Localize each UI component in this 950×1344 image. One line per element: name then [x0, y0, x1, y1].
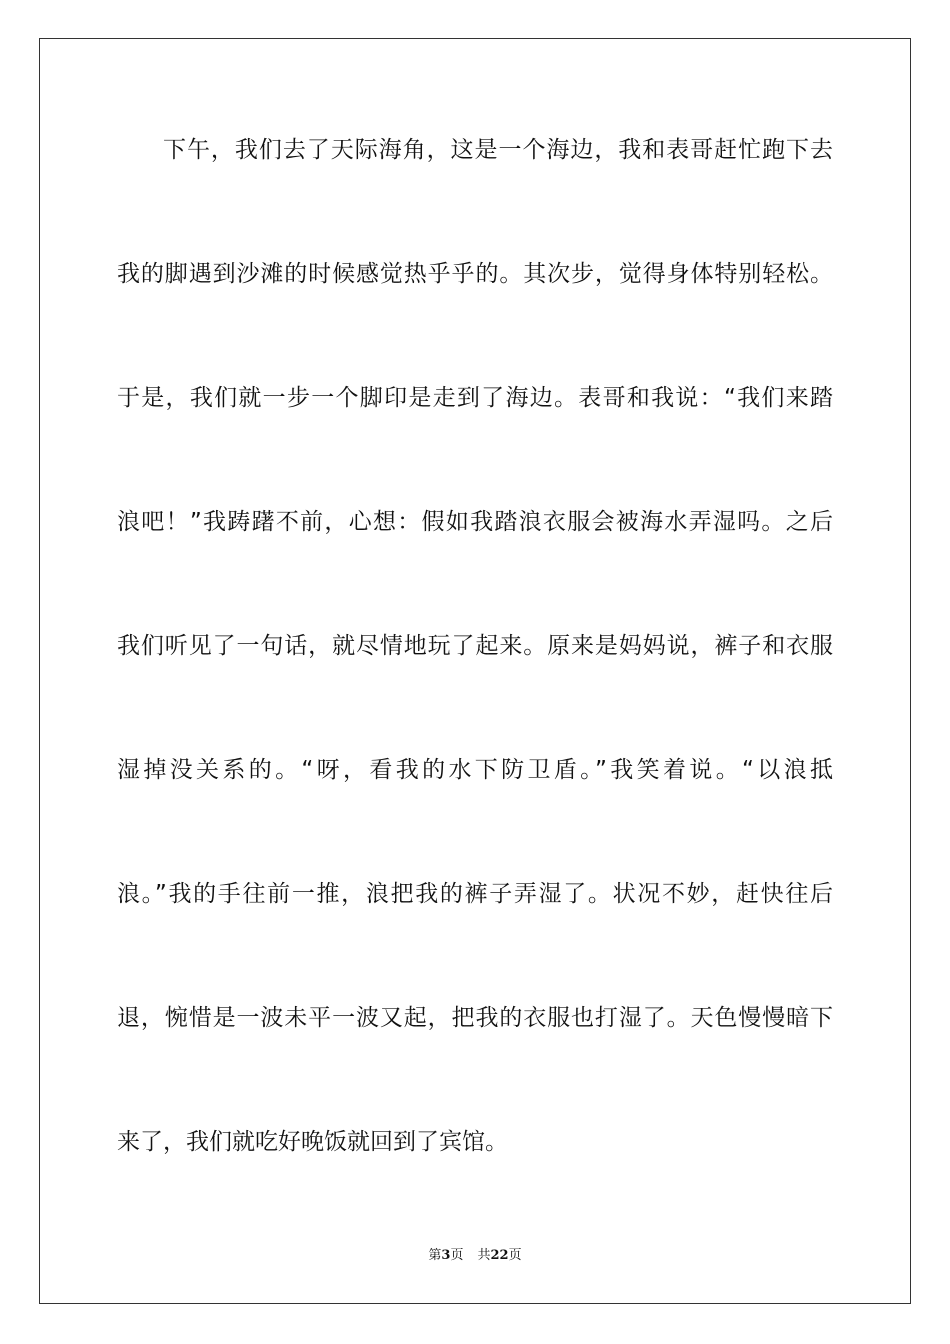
total-page-number: 22: [490, 1248, 509, 1263]
text-line: 我们听见了一句话，就尽情地玩了起来。原来是妈妈说，裤子和衣服: [117, 633, 833, 659]
page-suffix: 页: [450, 1248, 464, 1263]
text-line: 于是，我们就一步一个脚印是走到了海边。表哥和我说：“我们来踏: [117, 385, 833, 411]
text-line: 我的脚遇到沙滩的时候感觉热乎乎的。其次步，觉得身体特别轻松。: [117, 261, 833, 287]
total-suffix: 页: [508, 1248, 522, 1263]
text-line: 湿掉没关系的。“呀，看我的水下防卫盾。”我笑着说。“以浪抵: [117, 757, 833, 783]
page-footer: [0, 1247, 950, 1265]
total-prefix: 共: [477, 1248, 491, 1263]
page-border: [39, 38, 911, 1304]
text-line: 浪。”我的手往前一推，浪把我的裤子弄湿了。状况不妙，赶快往后: [117, 881, 833, 907]
text-line: 浪吧！”我踌躇不前，心想：假如我踏浪衣服会被海水弄湿吗。之后: [117, 509, 833, 535]
text-line: 下午，我们去了天际海角，这是一个海边，我和表哥赶忙跑下去: [163, 137, 833, 163]
page-prefix: 第: [428, 1248, 442, 1263]
text-line: 来了，我们就吃好晚饭就回到了宾馆。: [117, 1129, 508, 1155]
current-page-number: 3: [441, 1248, 451, 1263]
text-line: 退，惋惜是一波未平一波又起，把我的衣服也打湿了。天色慢慢暗下: [117, 1005, 833, 1031]
